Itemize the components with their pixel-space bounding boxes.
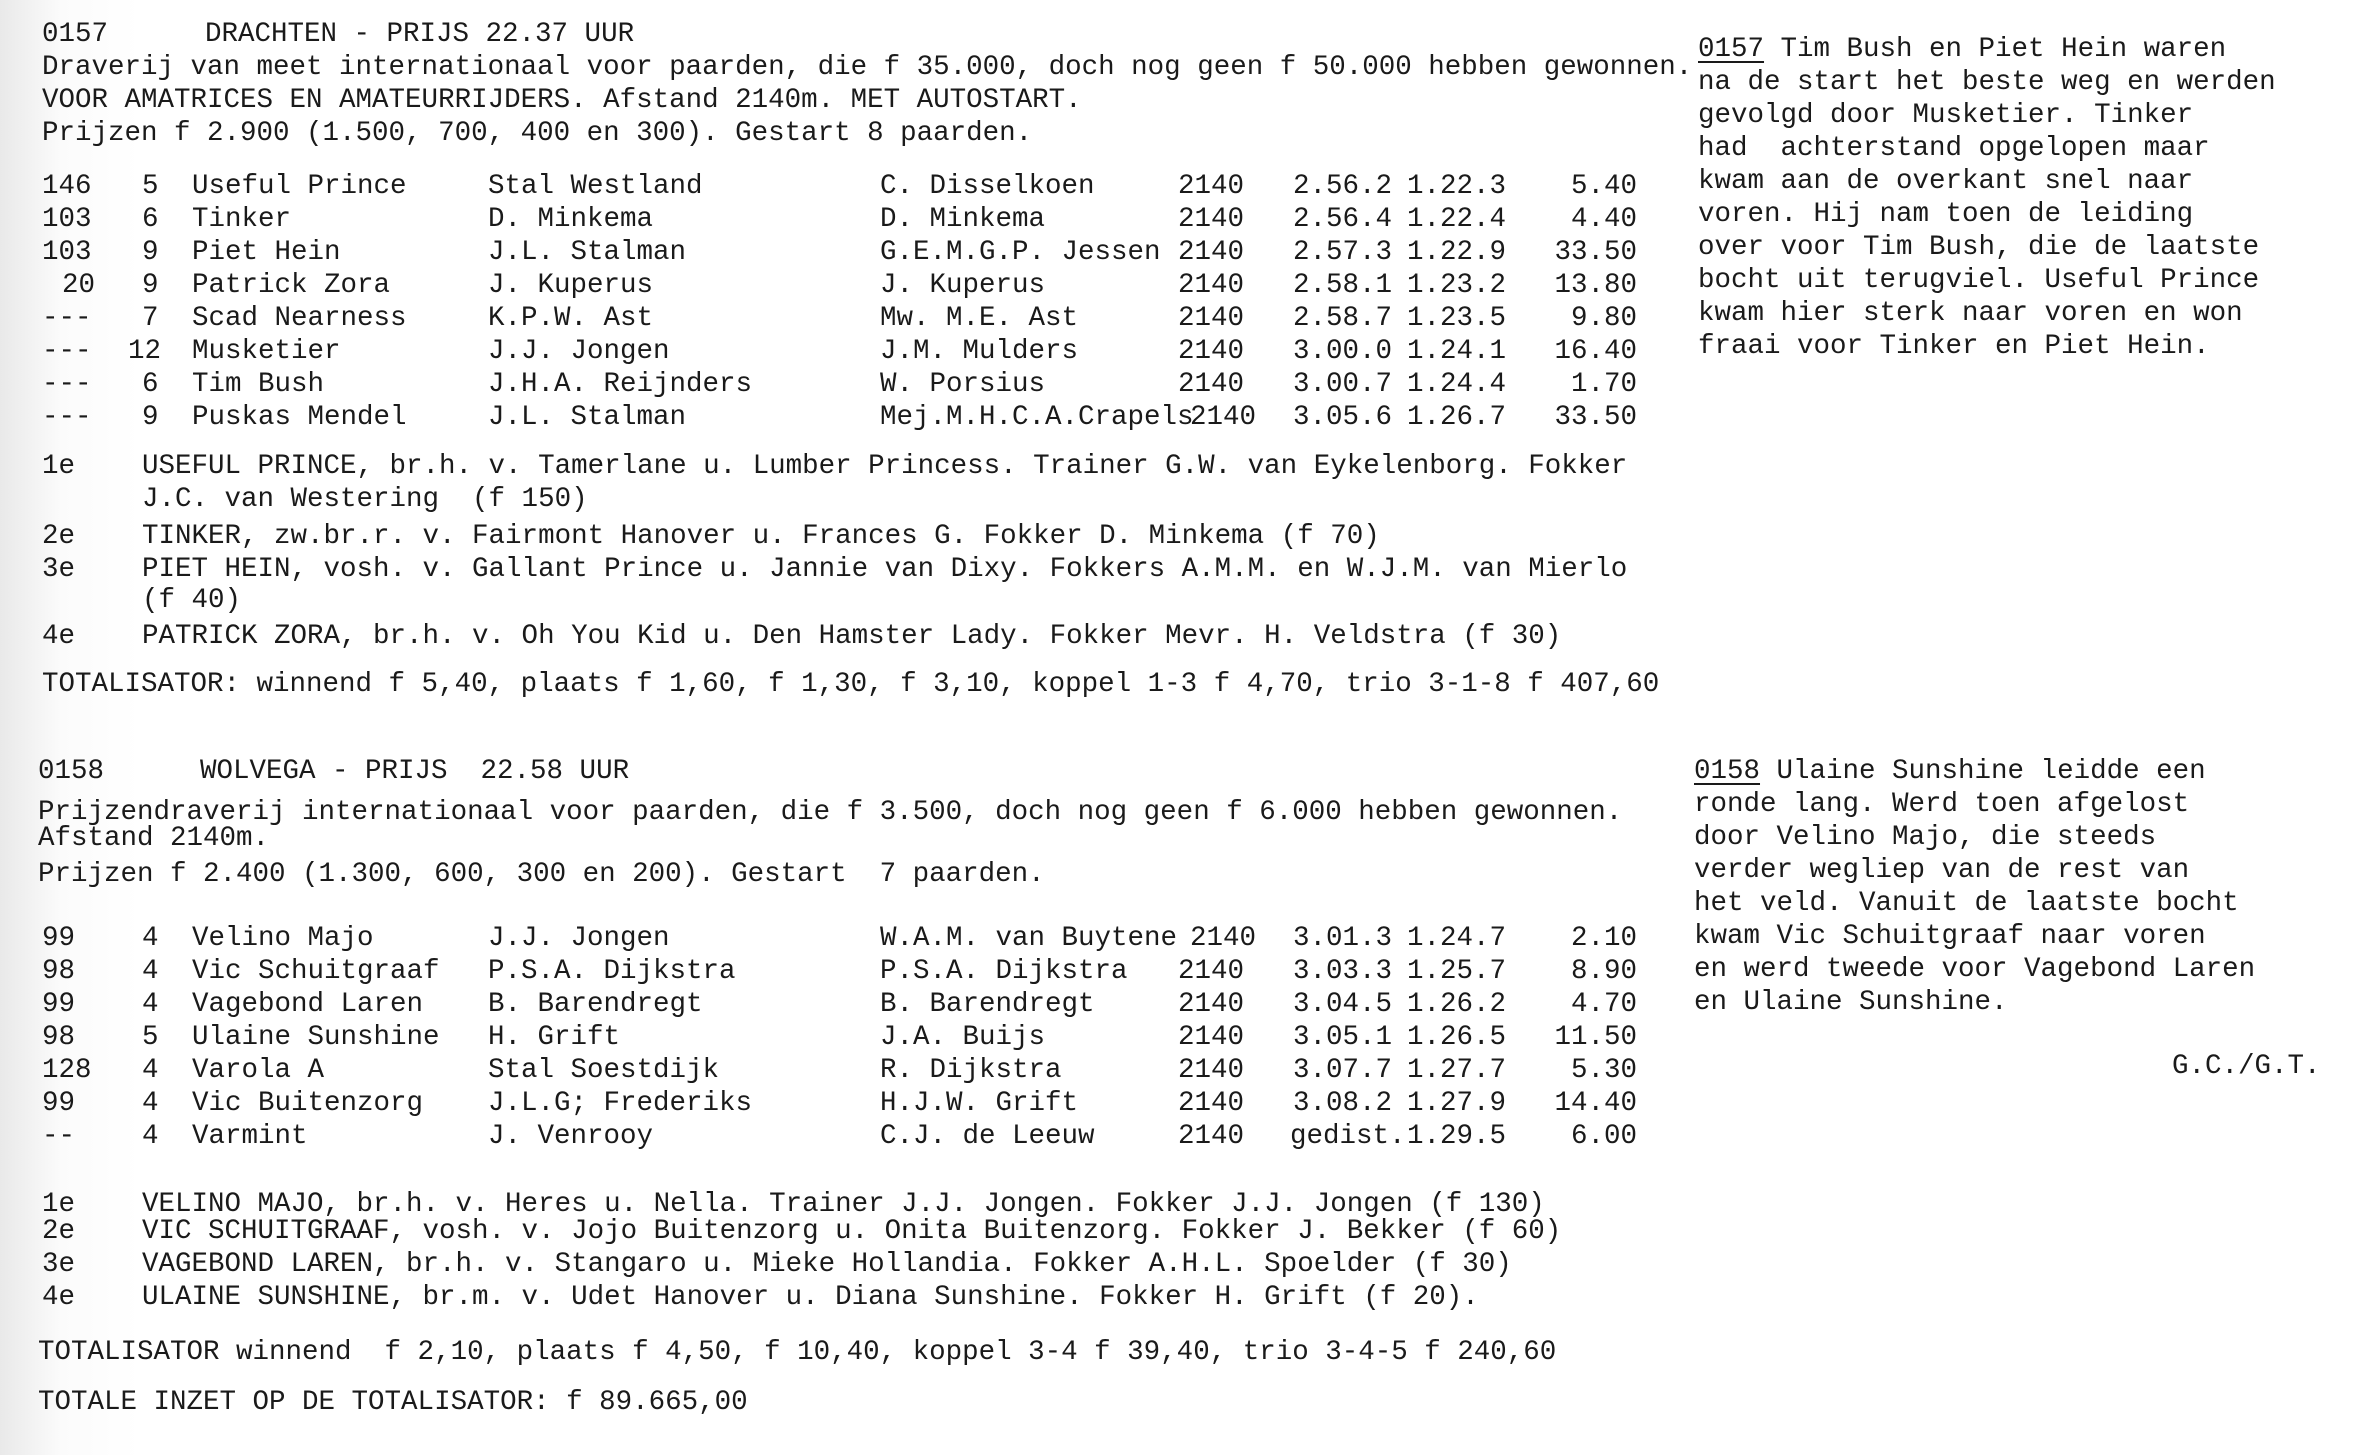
table-row: --- 7 Scad Nearness K.P.W. Ast Mw. M.E. Ast 2140 2.58.7 1.23.5 9.80	[42, 303, 1637, 334]
placing-text: VAGEBOND LAREN, br.h. v. Stangaro u. Mieke Hollandia. Fokker A.H.L. Spoelder (f 30)	[142, 1249, 1512, 1280]
placing-text: PIET HEIN, vosh. v. Gallant Prince u. Jannie van Dixy. Fokkers A.M.M. en W.J.M. van Mierlo	[142, 554, 1628, 585]
race-header: 0158	[38, 756, 105, 787]
placing-label: 2e	[42, 521, 76, 552]
placing-label: 3e	[42, 1249, 76, 1280]
placing-text: TINKER, zw.br.r. v. Fairmont Hanover u. Frances G. Fokker D. Minkema (f 70)	[142, 521, 1380, 552]
placing-label: 4e	[42, 621, 76, 652]
table-row: 128 4 Varola A Stal Soestdijk R. Dijkstra 2140 3.07.7 1.27.7 5.30	[42, 1055, 1637, 1086]
table-row: 98 4 Vic Schuitgraaf P.S.A. Dijkstra P.S.A. Dijkstra 2140 3.03.3 1.25.7 8.90	[42, 956, 1637, 987]
comment-number: 0158	[1694, 756, 1761, 787]
race-commentary: 0157 Tim Bush en Piet Hein waren na de start het beste weg en werden gevolgd door Musketier. Tinker had achterstand opgelopen maar kwam aan de overkant snel naar voren. Hij nam toen de leiding over voor Tim Bush, die de laatste bocht uit terugviel. Useful Prince kwam hier sterk naar voren en won fraai voor Tinker en Piet Hein.	[1698, 34, 2276, 362]
totalisator: TOTALISATOR winnend f 2,10, plaats f 4,50, f 10,40, koppel 3-4 f 39,40, trio 3-4-5 f 240,60	[38, 1337, 1557, 1368]
placing-text: J.C. van Westering (f 150)	[142, 484, 588, 515]
table-row: --- 9 Puskas Mendel J.L. Stalman Mej.M.H.C.A.Crapels 2140 3.05.6 1.26.7 33.50	[42, 402, 1637, 433]
table-row: 99 4 Vagebond Laren B. Barendregt B. Barendregt 2140 3.04.5 1.26.2 4.70	[42, 989, 1637, 1020]
comment-number: 0157	[1698, 34, 1765, 65]
placing-label: 1e	[42, 1189, 76, 1220]
race-conditions: VOOR AMATRICES EN AMATEURRIJDERS. Afstand 2140m. MET AUTOSTART.	[42, 85, 1082, 116]
race-conditions: Prijzen f 2.900 (1.500, 700, 400 en 300). Gestart 8 paarden.	[42, 118, 1033, 149]
table-row: --- 6 Tim Bush J.H.A. Reijnders W. Porsius 2140 3.00.7 1.24.4 1.70	[42, 369, 1637, 400]
table-row: 98 5 Ulaine Sunshine H. Grift J.A. Buijs 2140 3.05.1 1.26.5 11.50	[42, 1022, 1637, 1053]
race-conditions: Prijzen f 2.400 (1.300, 600, 300 en 200). Gestart 7 paarden.	[38, 859, 1045, 890]
table-row: 103 6 Tinker D. Minkema D. Minkema 2140 2.56.4 1.22.4 4.40	[42, 204, 1637, 235]
placing-text: USEFUL PRINCE, br.h. v. Tamerlane u. Lumber Princess. Trainer G.W. van Eykelenborg. Fokker	[142, 451, 1628, 482]
placing-label: 3e	[42, 554, 76, 585]
race-commentary: 0158 Ulaine Sunshine leidde een ronde lang. Werd toen afgelost door Velino Majo, die steeds verder wegliep van de rest van het veld. Vanuit de laatste bocht kwam Vic Schuitgraaf naar voren en werd tweede voor Vagebond Laren en Ulaine Sunshine.	[1694, 756, 2256, 1018]
table-row: --- 12 Musketier J.J. Jongen J.M. Mulders 2140 3.00.0 1.24.1 16.40	[42, 336, 1637, 367]
placing-label: 2e	[42, 1216, 76, 1247]
signature: G.C./G.T.	[2172, 1051, 2321, 1082]
total-inzet: TOTALE INZET OP DE TOTALISATOR: f 89.665,00	[38, 1387, 748, 1418]
totalisator: TOTALISATOR: winnend f 5,40, plaats f 1,60, f 1,30, f 3,10, koppel 1-3 f 4,70, trio 3-1-8 f 407,60	[42, 669, 1660, 700]
placing-text: VELINO MAJO, br.h. v. Heres u. Nella. Trainer J.J. Jongen. Fokker J.J. Jongen (f 130)	[142, 1189, 1545, 1220]
placing-text: ULAINE SUNSHINE, br.m. v. Udet Hanover u. Diana Sunshine. Fokker H. Grift (f 20).	[142, 1282, 1479, 1313]
placing-label: 4e	[42, 1282, 76, 1313]
table-row: 146 5 Useful Prince Stal Westland C. Disselkoen 2140 2.56.2 1.22.3 5.40	[42, 171, 1637, 202]
race-header: 0157	[42, 19, 109, 50]
placing-text: VIC SCHUITGRAAF, vosh. v. Jojo Buitenzorg u. Onita Buitenzorg. Fokker J. Bekker (f 60)	[142, 1216, 1562, 1247]
placing-text: PATRICK ZORA, br.h. v. Oh You Kid u. Den Hamster Lady. Fokker Mevr. H. Veldstra (f 30)	[142, 621, 1562, 652]
race-title: DRACHTEN - PRIJS 22.37 UUR	[205, 19, 635, 50]
placing-label: 1e	[42, 451, 76, 482]
table-row: 20 9 Patrick Zora J. Kuperus J. Kuperus 2140 2.58.1 1.23.2 13.80	[62, 270, 1637, 301]
table-row: 99 4 Vic Buitenzorg J.L.G; Frederiks H.J.W. Grift 2140 3.08.2 1.27.9 14.40	[42, 1088, 1637, 1119]
race-conditions: Prijzendraverij internationaal voor paarden, die f 3.500, doch nog geen f 6.000 hebben gewonnen.	[38, 797, 1623, 828]
table-row: 103 9 Piet Hein J.L. Stalman G.E.M.G.P. Jessen 2140 2.57.3 1.22.9 33.50	[42, 237, 1637, 268]
table-row: -- 4 Varmint J. Venrooy C.J. de Leeuw 2140 gedist. 1.29.5 6.00	[42, 1121, 1637, 1152]
table-row: 99 4 Velino Majo J.J. Jongen W.A.M. van Buytene 2140 3.01.3 1.24.7 2.10	[42, 923, 1637, 954]
race-conditions: Draverij van meet internationaal voor paarden, die f 35.000, doch nog geen f 50.000 hebben gewonnen.	[42, 52, 1693, 83]
placing-text: (f 40)	[142, 585, 242, 616]
race-title: WOLVEGA - PRIJS 22.58 UUR	[200, 756, 630, 787]
race-conditions: Afstand 2140m.	[38, 823, 270, 854]
